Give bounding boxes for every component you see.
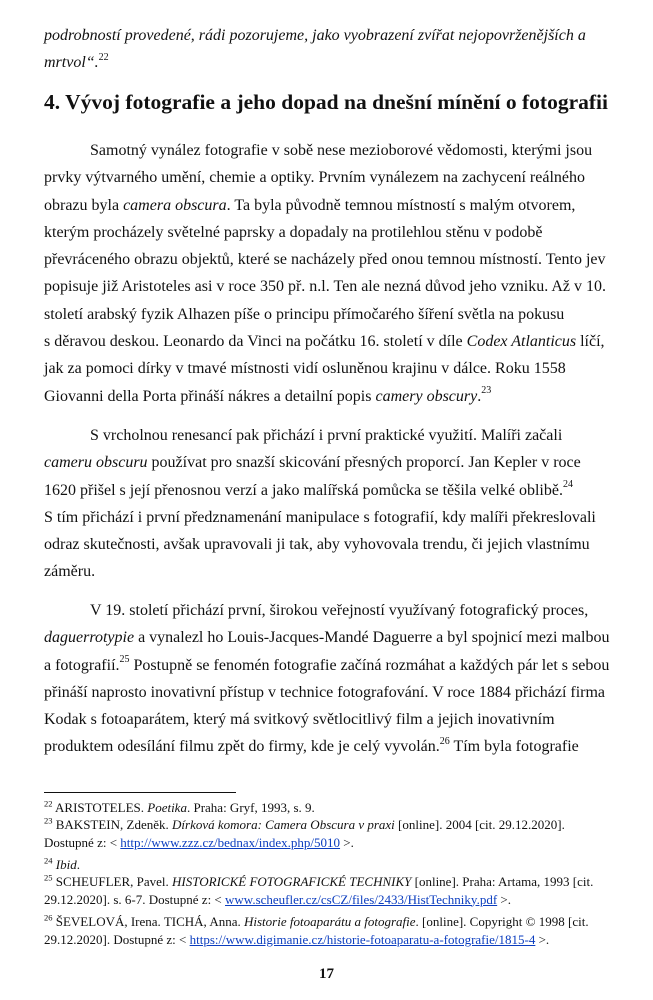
footnote-22	[44, 799, 614, 817]
text-span: Tím byla fotografie	[449, 738, 579, 756]
source-link[interactable]: https://www.digimanie.cz/historie-fotoaparatu-a-fotografie/1815-4	[189, 931, 536, 947]
footnote-ref[interactable]: 23	[481, 385, 492, 397]
footnote-ref[interactable]: 25	[119, 654, 130, 666]
text-span: >.	[535, 931, 550, 947]
footnote-26	[44, 913, 614, 948]
intro-quote	[44, 22, 614, 76]
footnote-25	[44, 873, 614, 908]
text-line	[44, 477, 614, 504]
text-line	[44, 192, 614, 219]
text-span: ARISTOTELES.	[52, 800, 148, 815]
italic-term: daguerrotypie	[44, 629, 135, 647]
paragraph-19th-century	[44, 597, 614, 761]
text-line	[44, 449, 614, 476]
footnote-divider	[44, 792, 236, 793]
paragraph-renaissance	[44, 422, 614, 586]
text-span: >.	[340, 834, 354, 850]
text-span: [online]. 2004 [cit. 29.12.2020].	[394, 817, 565, 832]
footnote-number: 24	[44, 855, 53, 866]
text-line: Samotný vynález fotografie v sobě nese mezioborové vědomosti, kterými jsou	[90, 142, 593, 159]
text-span: . Ta byla původně temnou místností s malým otvorem,	[226, 196, 576, 214]
italic-title: HISTORICKÉ FOTOGRAFICKÉ TECHNIKY	[172, 874, 412, 889]
footnote-ref[interactable]: 24	[562, 479, 573, 491]
text-span: Giovanni della Porta přináší nákres a detailní popis	[44, 387, 376, 405]
text-span: Dostupné z: <	[44, 834, 121, 850]
text-span: . [online]. Copyright © 1998 [cit.	[415, 914, 589, 929]
page-number: 17	[319, 966, 334, 982]
text-span: používat pro snazší skicování přesných proporcí. Jan Kepler v roce	[147, 454, 581, 472]
text-span: .	[477, 387, 482, 405]
italic-term: camera obscura	[123, 196, 227, 214]
text-line: Kodak s fotoaparátem, který má svitkový světlocitlivý film a jejich inovativním	[44, 711, 555, 729]
source-link[interactable]: http://www.zzz.cz/bednax/index.php/5010	[120, 834, 341, 850]
text-span: BAKSTEIN, Zdeněk.	[52, 817, 173, 832]
text-line: přináší naprosto inovativní přístup v technice fotografování. V roce 1884 přichází firma	[44, 683, 606, 701]
italic-title: Dírková komora: Camera Obscura v praxi	[172, 817, 395, 832]
italic-term: Codex Atlanticus	[466, 333, 577, 351]
text-line	[44, 328, 614, 355]
text-span: >.	[497, 891, 512, 907]
footnote-ref[interactable]: 22	[98, 51, 109, 63]
text-line: V 19. století přichází první, širokou veřejností využívaný fotografický proces,	[90, 602, 589, 619]
text-span: .	[76, 857, 80, 872]
text-line: století arabský fyzik Alhazen píše o principu přímočarého šíření světla na pokusu	[44, 305, 565, 323]
text-span: . Praha: Gryf, 1993, s. 9.	[186, 800, 315, 815]
text-span: a fotografií.	[44, 656, 120, 674]
paragraph-camera-obscura	[44, 137, 614, 410]
text-span: 1620 přišel s její přenosnou verzí a jako malířská pomůcka se těšila velké oblibě.	[44, 481, 563, 499]
text-span: Postupně se fenomén fotografie začíná rozmáhat a každých pár let s sebou	[129, 656, 610, 674]
text-span: obrazu byla	[44, 196, 124, 214]
text-span: a vynalezl ho Louis-Jacques-Mandé Daguerre a byl spojnicí mezi malbou	[134, 629, 610, 647]
footnote-ref[interactable]: 26	[439, 736, 450, 748]
text-span: 29.12.2020]. s. 6-7. Dostupné z: <	[44, 891, 226, 907]
italic-title: Poetika	[147, 800, 187, 815]
text-line	[44, 624, 614, 651]
footnote-number: 23	[44, 815, 53, 826]
footnote-number: 26	[44, 912, 53, 923]
intro-line: podrobností provedené, rádi pozorujeme, jako vyobrazení zvířat nejopovrženějších a	[44, 27, 586, 44]
text-line: záměru.	[44, 563, 96, 581]
footnote-number: 25	[44, 872, 53, 883]
source-link[interactable]: www.scheufler.cz/csCZ/files/2433/HistTechniky.pdf	[225, 891, 498, 907]
footnote-23	[44, 816, 614, 851]
text-span: s děravou deskou. Leonardo da Vinci na počátku 16. století v díle	[44, 333, 467, 351]
text-line: kterým procházely světelné paprsky a dopadaly na protilehlou stěnu v podobě	[44, 223, 543, 241]
italic-title: Historie fotoaparátu a fotografie	[243, 914, 416, 929]
text-span: [online]. Praha: Artama, 1993 [cit.	[411, 874, 594, 889]
text-line: popisuje již Aristoteles asi v roce 350 př. n.l. Ten ale nezná důvod jeho vzniku. Až v 10.	[44, 278, 607, 296]
text-line: S vrcholnou renesancí pak přichází i první praktické využití. Malíři začali	[90, 427, 563, 444]
text-span: SCHEUFLER, Pavel.	[52, 874, 173, 889]
italic-term: cameru obscuru	[44, 454, 148, 472]
section-heading: 4. Vývoj fotografie a jeho dopad na dnešní mínění o fotografii	[44, 90, 608, 114]
text-line: S tím přichází i první předznamenání manipulace s fotografií, kdy malíři překreslovali	[44, 508, 596, 526]
text-line	[44, 383, 614, 410]
text-line: převráceného obrazu objektů, které se nacházely před onou temnou místností. Tento jev	[44, 251, 606, 269]
text-line: jak za pomoci dírky v tmavé místnosti vidí osluněnou krajinu v dálce. Roku 1558	[44, 360, 566, 378]
text-span: líčí,	[576, 333, 605, 351]
text-span: 29.12.2020]. Dostupné z: <	[44, 931, 190, 947]
text-line: prvky výtvarného umění, chemie a optiky. Prvním vynálezem na zachycení reálného	[44, 169, 585, 187]
text-line: odraz skutečnosti, avšak upravovali ji tak, aby vyhovovala trendu, či jejich vlastnímu	[44, 536, 590, 554]
text-span: ŠEVELOVÁ, Irena. TICHÁ, Anna.	[52, 914, 244, 929]
text-span: produktem odesílání filmu zpět do firmy, kde je celý vyvolán.	[44, 738, 440, 756]
intro-line: mrtvol“.	[44, 54, 99, 71]
italic-term: camery obscury	[375, 387, 478, 405]
footnote-number: 22	[44, 798, 53, 809]
text-line	[44, 652, 614, 679]
italic-title: Ibid	[52, 857, 77, 872]
text-line	[44, 733, 614, 760]
footnote-24	[44, 856, 614, 874]
